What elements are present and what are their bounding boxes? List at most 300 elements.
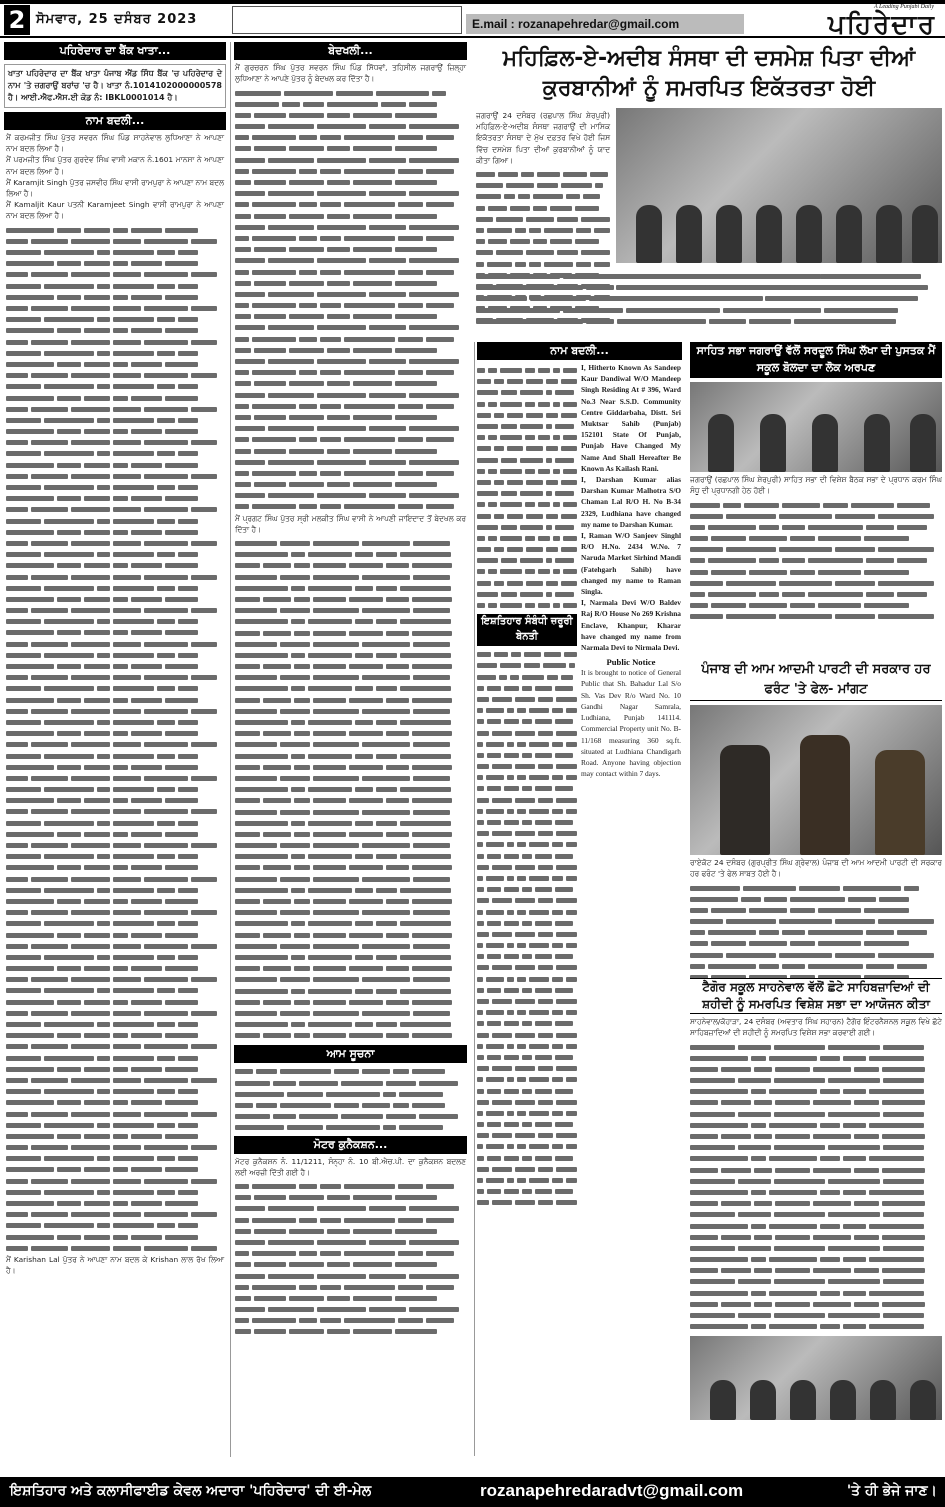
tagore-school-photo: [690, 1336, 942, 1420]
lead-story-continued: [476, 268, 942, 340]
text-line: [6, 896, 224, 907]
header-email-strip: [466, 14, 744, 34]
text-line: [235, 188, 466, 199]
text-line: [690, 578, 942, 589]
page-footer: [0, 1477, 945, 1507]
text-line: [6, 1243, 224, 1254]
masthead-tagline: A Leading Punjabi Daily: [873, 4, 934, 10]
text-line: [235, 997, 466, 1008]
text-line: [6, 348, 224, 359]
text-line: [690, 1288, 942, 1299]
text-line: [690, 1053, 942, 1064]
text-line: [476, 271, 942, 282]
column-text-block: [235, 1181, 466, 1338]
text-line: [690, 1097, 942, 1108]
text-line: [477, 828, 577, 839]
text-line: [235, 1066, 466, 1077]
text-line: [477, 839, 577, 850]
text-line: [235, 1192, 466, 1203]
text-line: [476, 203, 610, 214]
footer-left-text: ਇਸ਼ਤਿਹਾਰ ਅਤੇ ਕਲਾਸੀਫਾਈਡ ਕੇਵਲ ਅਦਾਰਾ 'ਪਹਿਰੇਦਾਰ' ਦੀ ਈ-ਮੇਲ: [10, 1483, 372, 1499]
text-line: [6, 929, 224, 940]
text-line: [477, 1164, 577, 1175]
text-line: [477, 1141, 577, 1152]
text-line: [235, 952, 466, 963]
aap-failure-headline: ਪੰਜਾਬ ਦੀ ਆਮ ਆਦਮੀ ਪਾਰਟੀ ਦੀ ਸਰਕਾਰ ਹਰ ਫਰੰਟ 'ਤੇ ਫੇਲ- ਮਾਂਗਟ: [690, 660, 942, 701]
text-line: [235, 784, 466, 795]
text-line: [235, 773, 466, 784]
text-line: [477, 510, 577, 521]
text-line: [6, 1131, 224, 1142]
list-item: ਮੈਂ ਪਰਮਜੀਤ ਸਿੰਘ ਪੁੱਤਰ ਗੁਰਦੇਵ ਸਿੰਘ ਵਾਸੀ ਮਕਾਨ ਨੰ.1601 ਮਾਨਸਾ ਨੇ ਆਪਣਾ ਨਾਮ ਬਦਲ ਲਿਆ ਹੈ।: [6, 155, 224, 176]
text-line: [477, 376, 577, 387]
text-line: [6, 1176, 224, 1187]
text-line: [6, 627, 224, 638]
text-line: [690, 589, 942, 600]
text-line: [235, 389, 466, 400]
disownment-title: ਬੇਦਖਲੀ...: [234, 42, 467, 60]
text-line: [235, 806, 466, 817]
text-line: [235, 155, 466, 166]
text-line: [235, 1008, 466, 1019]
text-line: [235, 672, 466, 683]
text-line: [235, 289, 466, 300]
text-line: [6, 1064, 224, 1075]
text-line: [235, 222, 466, 233]
text-line: [690, 1153, 942, 1164]
text-line: [477, 1041, 577, 1052]
text-line: [477, 783, 577, 794]
text-line: [6, 437, 224, 448]
text-line: [6, 672, 224, 683]
text-line: [235, 818, 466, 829]
text-line: [6, 605, 224, 616]
text-line: [477, 589, 577, 600]
text-line: [6, 941, 224, 952]
text-line: [6, 571, 224, 582]
text-line: [476, 191, 610, 202]
text-line: [235, 795, 466, 806]
text-line: [6, 325, 224, 336]
english-notice: I, Darshan Kumar alias Darshan Kumar Malhotra S/O Chaman Lal R/O H. No B-34 2329, Ludhiana have changed my name to Darshan Kumar.: [581, 475, 681, 529]
text-line: [235, 549, 466, 560]
text-line: [235, 650, 466, 661]
text-line: [6, 527, 224, 538]
list-item: ਮੈਂ Karishan Lal ਪੁੱਤਰ ਨੇ ਆਪਣਾ ਨਾਮ ਬਦਲ ਕੇ Krishan ਲਾਲ ਰੱਖ ਲਿਆ ਹੈ।: [6, 1254, 224, 1276]
text-line: [690, 1232, 942, 1243]
ads-request-title: ਇਸ਼ਤਿਹਾਰ ਸੰਬੰਧੀ ਜ਼ਰੂਰੀ ਬੇਨਤੀ: [477, 614, 577, 646]
text-line: [235, 862, 466, 873]
text-line: [690, 1109, 942, 1120]
text-line: [477, 940, 577, 951]
text-line: [235, 560, 466, 571]
text-line: [235, 695, 466, 706]
text-line: [6, 1142, 224, 1153]
text-line: [690, 961, 942, 972]
text-line: [476, 169, 610, 180]
text-line: [235, 367, 466, 378]
text-line: [477, 499, 577, 510]
text-line: [6, 426, 224, 437]
text-line: [235, 974, 466, 985]
text-line: [6, 404, 224, 415]
text-line: [235, 412, 466, 423]
person-figure: [756, 205, 782, 263]
text-line: [235, 1315, 466, 1326]
text-line: [477, 522, 577, 533]
text-line: [6, 1053, 224, 1064]
text-line: [235, 199, 466, 210]
text-line: [6, 750, 224, 761]
text-line: [477, 817, 577, 828]
text-line: [477, 578, 577, 589]
text-line: [6, 851, 224, 862]
text-line: [235, 322, 466, 333]
text-line: [6, 885, 224, 896]
text-line: [476, 180, 610, 191]
text-line: [235, 941, 466, 952]
text-line: [235, 963, 466, 974]
person-figure: [676, 205, 702, 263]
text-line: [6, 1187, 224, 1198]
text-line: [477, 466, 577, 477]
text-line: [6, 907, 224, 918]
text-line: [235, 627, 466, 638]
masthead: [752, 4, 942, 40]
text-line: [6, 739, 224, 750]
text-line: [235, 739, 466, 750]
text-line: [690, 894, 942, 905]
text-line: [477, 1108, 577, 1119]
text-line: [690, 1164, 942, 1175]
english-notice: I, Narmala Devi W/O Baldev Raj R/O House No 269 Krishna Enclave, Khanpur, Kharar have changed my name from Narmala Devi to Nirmala Devi.: [581, 598, 681, 653]
story-book-release: [690, 342, 942, 660]
text-line: [6, 471, 224, 482]
text-line: [235, 1326, 466, 1337]
text-line: [6, 359, 224, 370]
text-line: [235, 1111, 466, 1122]
text-line: [235, 401, 466, 412]
person-figure: [864, 414, 890, 472]
person-figure: [800, 735, 850, 855]
text-line: [6, 225, 224, 236]
text-line: [6, 818, 224, 829]
text-line: [477, 455, 577, 466]
text-line: [6, 314, 224, 325]
text-line: [235, 896, 466, 907]
text-line: [6, 560, 224, 571]
text-line: [235, 110, 466, 121]
text-line: [235, 1078, 466, 1089]
text-line: [690, 1120, 942, 1131]
person-figure: [750, 1380, 776, 1420]
text-line: [235, 1270, 466, 1281]
text-line: [477, 566, 577, 577]
text-line: [235, 278, 466, 289]
text-line: [690, 1131, 942, 1142]
text-line: [6, 795, 224, 806]
text-line: [690, 916, 942, 927]
text-line: [6, 337, 224, 348]
column-text-block: [6, 225, 224, 1254]
column-text-block: [690, 882, 942, 978]
column-bank-and-name-change: [4, 42, 226, 1457]
text-line: [235, 445, 466, 456]
text-line: [235, 1248, 466, 1259]
text-line: [6, 683, 224, 694]
text-line: [6, 516, 224, 527]
list-item: ਮੈਂ ਕਰਮਜੀਤ ਸਿੰਘ ਪੁੱਤਰ ਸਵਰਨ ਸਿੰਘ ਪਿੰਡ ਸਾਹਨੇਵਾਲ ਲੁਧਿਆਣਾ ਨੇ ਆਪਣਾ ਨਾਮ ਬਦਲ ਲਿਆ ਹੈ।: [6, 133, 224, 154]
text-line: [476, 247, 610, 258]
lead-story-text: ਜਗਰਾਉਂ 24 ਦਸੰਬਰ (ਰਛਪਾਲ ਸਿੰਘ ਸ਼ੇਰਪੁਰੀ) ਮਹਿਫ਼ਿਲ-ਏ-ਅਦੀਬ ਸੰਸਥਾ ਜਗਰਾਉਂ ਦੀ ਮਾਸਿਕ ਇਕੱਤਰਤਾ ਸੰਸਥਾ ਦੇ ਮੁੱਖ ਦਫ਼ਤਰ ਵਿਖੇ ਹੋਈ ਜਿਸ ਵਿੱਚ ਦਸਮੇਸ਼ ਪਿਤਾ ਦੀਆਂ ਕੁਰਬਾਨੀਆਂ ਨੂੰ ਯਾਦ ਕੀਤਾ ਗਿਆ।: [476, 111, 610, 165]
person-figure: [910, 1380, 936, 1420]
column-text-block: [235, 538, 466, 1041]
text-line: [690, 1041, 942, 1052]
text-line: [690, 600, 942, 611]
text-line: [477, 1119, 577, 1130]
text-line: [476, 236, 610, 247]
text-line: [6, 762, 224, 773]
book-release-text: ਜਗਰਾਉਂ (ਰਛਪਾਲ ਸਿੰਘ ਸ਼ੇਰਪੁਰੀ) ਸਾਹਿਤ ਸਭਾ ਦੀ ਵਿਸ਼ੇਸ਼ ਬੈਠਕ ਸਭਾ ਦੇ ਪ੍ਰਧਾਨ ਕਰਮ ਸਿੰਘ ਸੰਧੂ ਦੀ ਪ੍ਰਧਾਨਗੀ ਹੇਠ ਹੋਈ।: [690, 475, 942, 496]
person-figure: [790, 1380, 816, 1420]
text-line: [235, 538, 466, 549]
text-line: [235, 434, 466, 445]
text-line: [6, 247, 224, 258]
text-line: [477, 705, 577, 716]
text-line: [690, 1310, 942, 1321]
list-item: ਮੈਂ Kamaljit Kaur ਪਤਨੀ Karamjeet Singh ਵਾਸੀ ਰਾਮਪੁਰਾ ਨੇ ਆਪਣਾ ਨਾਮ ਬਦਲ ਲਿਆ ਹੈ।: [6, 200, 224, 221]
aap-failure-photo: [690, 705, 942, 855]
text-line: [690, 533, 942, 544]
text-line: [477, 806, 577, 817]
text-line: [6, 292, 224, 303]
text-line: [6, 974, 224, 985]
text-line: [6, 616, 224, 627]
text-line: [690, 1198, 942, 1209]
text-line: [477, 873, 577, 884]
text-line: [6, 594, 224, 605]
text-line: [235, 583, 466, 594]
text-line: [235, 490, 466, 501]
text-line: [6, 448, 224, 459]
person-figure: [870, 1380, 896, 1420]
text-line: [235, 661, 466, 672]
text-line: [6, 258, 224, 269]
text-line: [690, 555, 942, 566]
text-line: [477, 862, 577, 873]
text-line: [6, 985, 224, 996]
text-line: [235, 132, 466, 143]
footer-email[interactable]: rozanapehredaradvt@gmail.com: [480, 1481, 744, 1500]
text-line: [690, 927, 942, 938]
page-number: 2: [4, 5, 30, 35]
text-line: [6, 1209, 224, 1220]
text-line: [6, 639, 224, 650]
person-figure: [836, 205, 862, 263]
text-line: [477, 906, 577, 917]
text-line: [235, 479, 466, 490]
text-line: [690, 499, 942, 510]
text-line: [477, 951, 577, 962]
text-line: [477, 1130, 577, 1141]
text-line: [477, 996, 577, 1007]
text-line: [235, 1019, 466, 1030]
column-text-block: [476, 271, 942, 327]
text-line: [6, 650, 224, 661]
text-line: [6, 1220, 224, 1231]
text-line: [477, 985, 577, 996]
text-line: [477, 761, 577, 772]
lead-story-photo: [616, 108, 942, 263]
text-line: [476, 316, 942, 327]
text-line: [235, 1282, 466, 1293]
text-line: [235, 244, 466, 255]
text-line: [477, 851, 577, 862]
text-line: [6, 1075, 224, 1086]
text-line: [235, 177, 466, 188]
text-line: [690, 1209, 942, 1220]
text-line: [690, 1220, 942, 1231]
text-line: [6, 1086, 224, 1097]
public-notice-title: Public Notice: [606, 657, 656, 668]
text-line: [477, 533, 577, 544]
person-figure: [876, 205, 902, 263]
text-line: [235, 356, 466, 367]
text-line: [690, 567, 942, 578]
list-item: ਮੈਂ ਪ੍ਰਗਟ ਸਿੰਘ ਪੁੱਤਰ ਸ੍ਰੀ ਮਲਕੀਤ ਸਿੰਘ ਵਾਸੀ ਨੇ ਆਪਣੀ ਜਾਇਦਾਦ ਤੋਂ ਬੇਦਖਲ ਕਰ ਦਿੱਤਾ ਹੈ।: [235, 513, 466, 534]
text-line: [235, 1203, 466, 1214]
text-line: [690, 1254, 942, 1265]
text-line: [477, 1197, 577, 1208]
text-line: [235, 1259, 466, 1270]
text-line: [690, 1086, 942, 1097]
column-english-notices: [474, 342, 684, 1456]
text-line: [235, 1293, 466, 1304]
text-line: [6, 281, 224, 292]
text-line: [6, 952, 224, 963]
column-text-block: [477, 649, 577, 1208]
text-line: [6, 1108, 224, 1119]
text-line: [6, 1164, 224, 1175]
text-line: [235, 1122, 466, 1133]
text-line: [6, 840, 224, 851]
text-line: [690, 1176, 942, 1187]
list-item: ਮੈਂ Karamjit Singh ਪੁੱਤਰ ਜਸਵੀਰ ਸਿੰਘ ਵਾਸੀ ਰਾਮਪੁਰਾ ਨੇ ਆਪਣਾ ਨਾਮ ਬਦਲ ਲਿਆ ਹੈ।: [6, 177, 224, 199]
text-line: [477, 387, 577, 398]
text-line: [235, 423, 466, 434]
text-line: [477, 929, 577, 940]
text-line: [235, 1089, 466, 1100]
text-line: [477, 918, 577, 929]
text-line: [690, 1064, 942, 1075]
masthead-title: ਪਹਿਰੇਦਾਰ: [828, 10, 936, 40]
text-line: [477, 555, 577, 566]
text-line: [477, 477, 577, 488]
text-line: [6, 381, 224, 392]
person-figure: [760, 414, 786, 472]
text-line: [6, 583, 224, 594]
text-line: [6, 874, 224, 885]
text-line: [6, 482, 224, 493]
text-line: [477, 488, 577, 499]
text-line: [690, 544, 942, 555]
text-line: [476, 305, 942, 316]
person-figure: [830, 1380, 856, 1420]
text-line: [235, 1214, 466, 1225]
text-line: [6, 415, 224, 426]
text-line: [6, 806, 224, 817]
book-release-headline: ਸਾਹਿਤ ਸਭਾ ਜਗਰਾਉਂ ਵੱਲੋਂ ਸਰਦੂਲ ਸਿੰਘ ਲੱਖਾ ਦੀ ਪੁਸਤਕ ਮੈਂ ਸਕੂਲ ਬੋਲਦਾ ਦਾ ਲੋਕ ਅਰਪਣ: [690, 342, 942, 378]
text-line: [235, 166, 466, 177]
page-header: [0, 4, 945, 38]
person-figure: [716, 205, 742, 263]
story-aap-failure: [690, 660, 942, 978]
bank-info-text: ਖਾਤਾ ਪਹਿਰੇਦਾਰ ਦਾ ਬੈਂਕ ਖਾਤਾ ਪੰਜਾਬ ਐਂਡ ਸਿੰਧ ਬੈਂਕ 'ਚ ਪਹਿਰੇਦਾਰ ਦੇ ਨਾਮ 'ਤੇ ਜ਼ਗਰਾਉਂ ਬਰਾਂਚ 'ਚ ਹੈ। ਖਾਤਾ ਨੰ.1014102000000578 ਹੈ। ਆਈ.ਐਫ.ਐਸ.ਈ ਕੋਡ ਨੰ: IBKL0001014 ਹੈ।: [8, 69, 222, 102]
text-line: [6, 1097, 224, 1108]
text-line: [6, 493, 224, 504]
text-line: [235, 751, 466, 762]
text-line: [690, 950, 942, 961]
text-line: [477, 1052, 577, 1063]
text-line: [690, 1075, 942, 1086]
text-line: [235, 874, 466, 885]
text-line: [235, 706, 466, 717]
text-line: [6, 236, 224, 247]
header-email[interactable]: rozanapehredar@gmail.com: [518, 17, 680, 31]
text-line: [477, 649, 577, 660]
text-line: [6, 1008, 224, 1019]
text-line: [477, 443, 577, 454]
name-change-title-2: ਨਾਮ ਬਦਲੀ...: [477, 342, 682, 360]
text-line: [6, 1120, 224, 1131]
text-line: [235, 829, 466, 840]
column-disownment-notices: [230, 42, 470, 1457]
text-line: [477, 1063, 577, 1074]
text-line: [477, 1085, 577, 1096]
motor-connection-text: ਮੋਟਰ ਕੁਨੈਕਸ਼ਨ ਨੰ. 11/1211, ਸੰਨ੍ਹਾ ਨੰ. 10 ਬੀ.ਐਚ.ਪੀ. ਦਾ ਕੁਨੈਕਸ਼ਨ ਬਦਲਣ ਲਈ ਅਰਜ਼ੀ ਦਿੱਤੀ ਗਈ ਹੈ।: [235, 1156, 466, 1177]
lead-headline: ਮਹਿਫ਼ਿਲ-ਏ-ਅਦੀਬ ਸੰਸਥਾ ਦੀ ਦਸਮੇਸ਼ ਪਿਤਾ ਦੀਆਂ ਕੁਰਬਾਨੀਆਂ ਨੂੰ ਸਮਰਪਿਤ ਇਕੱਤਰਤਾ ਹੋਈ: [502, 46, 916, 101]
text-line: [477, 399, 577, 410]
person-figure: [875, 750, 925, 855]
text-line: [235, 985, 466, 996]
column-text-block: [690, 1041, 942, 1332]
text-line: [235, 1237, 466, 1248]
text-line: [477, 600, 577, 611]
text-line: [690, 1142, 942, 1153]
text-line: [235, 639, 466, 650]
text-line: [477, 365, 577, 376]
text-line: [235, 1226, 466, 1237]
text-line: [690, 1276, 942, 1287]
text-line: [477, 683, 577, 694]
text-line: [6, 728, 224, 739]
text-line: [477, 884, 577, 895]
text-line: [6, 1030, 224, 1041]
text-line: [235, 143, 466, 154]
text-line: [235, 87, 466, 98]
text-line: [690, 1187, 942, 1198]
text-line: [477, 1175, 577, 1186]
text-line: [477, 421, 577, 432]
public-notice-text: It is brought to notice of General Public that Sh. Bahadur Lal S/o Sh. Vas Dev R/o Ward No. 10 Gandhi Nagar Samrala, Ludhiana, Punjab 141114. Commercial Property unit No. B-11/168 measuring 360 sq.ft. situated at Ludhiana Chandigarh Road. Anyone having objection may contact within 7 days.: [581, 668, 681, 779]
name-change-title: ਨਾਮ ਬਦਲੀ...: [4, 112, 226, 130]
text-line: [235, 728, 466, 739]
text-line: [477, 410, 577, 421]
text-line: [477, 895, 577, 906]
person-figure: [720, 745, 770, 855]
text-line: [235, 616, 466, 627]
text-line: [6, 460, 224, 471]
